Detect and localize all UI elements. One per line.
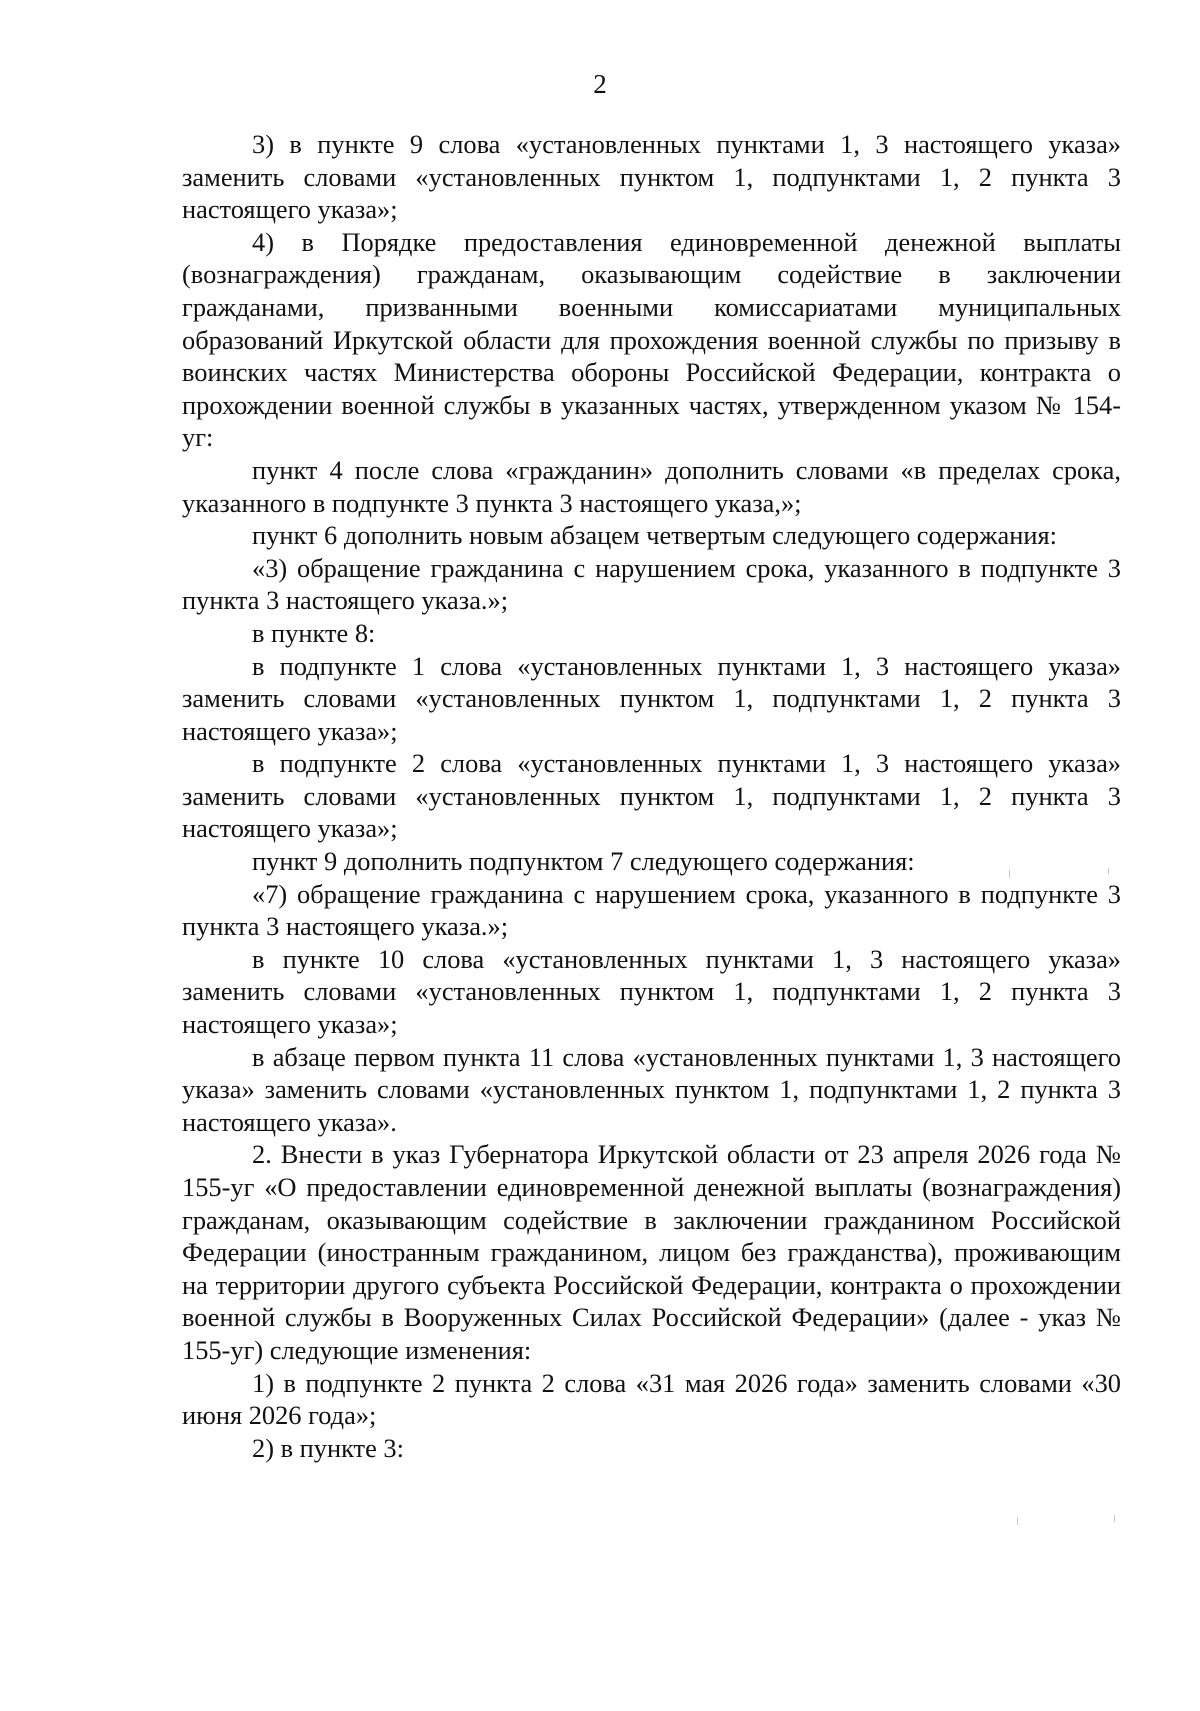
paragraph: «3) обращение гражданина с нарушением срока, указанного в подпункте 3 пункта 3 настоящего указа.»; bbox=[182, 552, 1121, 616]
paragraph: 1) в подпункте 2 пункта 2 слова «31 мая 2026 года» заменить словами «30 июня 2026 года»; bbox=[182, 1367, 1121, 1431]
paragraph: в подпункте 2 слова «установленных пунктами 1, 3 настоящего указа» заменить словами «установленных пунктом 1, подпунктами 1, 2 пункта 3 настоящего указа»; bbox=[182, 748, 1121, 844]
paragraph: в пункте 10 слова «установленных пунктами 1, 3 настоящего указа» заменить словами «установленных пунктом 1, подпунктами 1, 2 пункта 3 настоящего указа»; bbox=[182, 943, 1121, 1040]
scan-mark bbox=[1108, 868, 1109, 874]
paragraph: 3) в пункте 9 слова «установленных пунктами 1, 3 настоящего указа» заменить словами «установленных пунктом 1, подпунктами 1, 2 пункта 3 настоящего указа»; bbox=[182, 129, 1121, 225]
paragraph: пункт 9 дополнить подпунктом 7 следующего содержания: bbox=[252, 846, 915, 877]
paragraph: 2. Внести в указ Губернатора Иркутской области от 23 апреля 2026 года № 155-уг «О предоставлении единовременной денежной выплаты (вознаграждения) гражданам, оказывающим содействие в заключении гражданином Российской Федерации (иностранным гражданином, лицом без гражданства), проживающим на территории другого субъекта Российской Федерации, контракта о прохождении военной службы в Вооруженных Силах Российской Федерации» (далее - указ № 155-уг) следующие изменения: bbox=[182, 1139, 1121, 1365]
paragraph: в подпункте 1 слова «установленных пунктами 1, 3 настоящего указа» заменить словами «установленных пунктом 1, подпунктами 1, 2 пункта 3 настоящего указа»; bbox=[182, 650, 1121, 746]
document-body bbox=[182, 128, 1121, 1464]
paragraph: 2) в пункте 3: bbox=[252, 1432, 404, 1463]
paragraph: 4) в Порядке предоставления единовременной денежной выплаты (вознаграждения) гражданам, оказывающим содействие в заключении гражданами, призванными военными комиссариатами муниципальных образований Иркутской области для прохождения военной службы по призыву в воинских частях Министерства обороны Российской Федерации, контракта о прохождении военной службы в указанных частях, утвержденном указом № 154-уг: bbox=[182, 226, 1121, 453]
scan-mark bbox=[1114, 1515, 1115, 1522]
paragraph: пункт 4 после слова «гражданин» дополнить словами «в пределах срока, указанного в подпункте 3 пункта 3 настоящего указа,»; bbox=[182, 454, 1121, 518]
paragraph: «7) обращение гражданина с нарушением срока, указанного в подпункте 3 пункта 3 настоящего указа.»; bbox=[182, 878, 1121, 942]
page-number: 2 bbox=[593, 69, 607, 99]
paragraph: в пункте 8: bbox=[252, 617, 376, 648]
paragraph: в абзаце первом пункта 11 слова «установленных пунктами 1, 3 настоящего указа» заменить словами «установленных пунктом 1, подпунктами 1, 2 пункта 3 настоящего указа». bbox=[182, 1041, 1121, 1137]
scan-mark bbox=[1017, 1517, 1018, 1525]
scan-mark bbox=[1009, 870, 1010, 878]
paragraph: пункт 6 дополнить новым абзацем четвертым следующего содержания: bbox=[252, 520, 1057, 551]
